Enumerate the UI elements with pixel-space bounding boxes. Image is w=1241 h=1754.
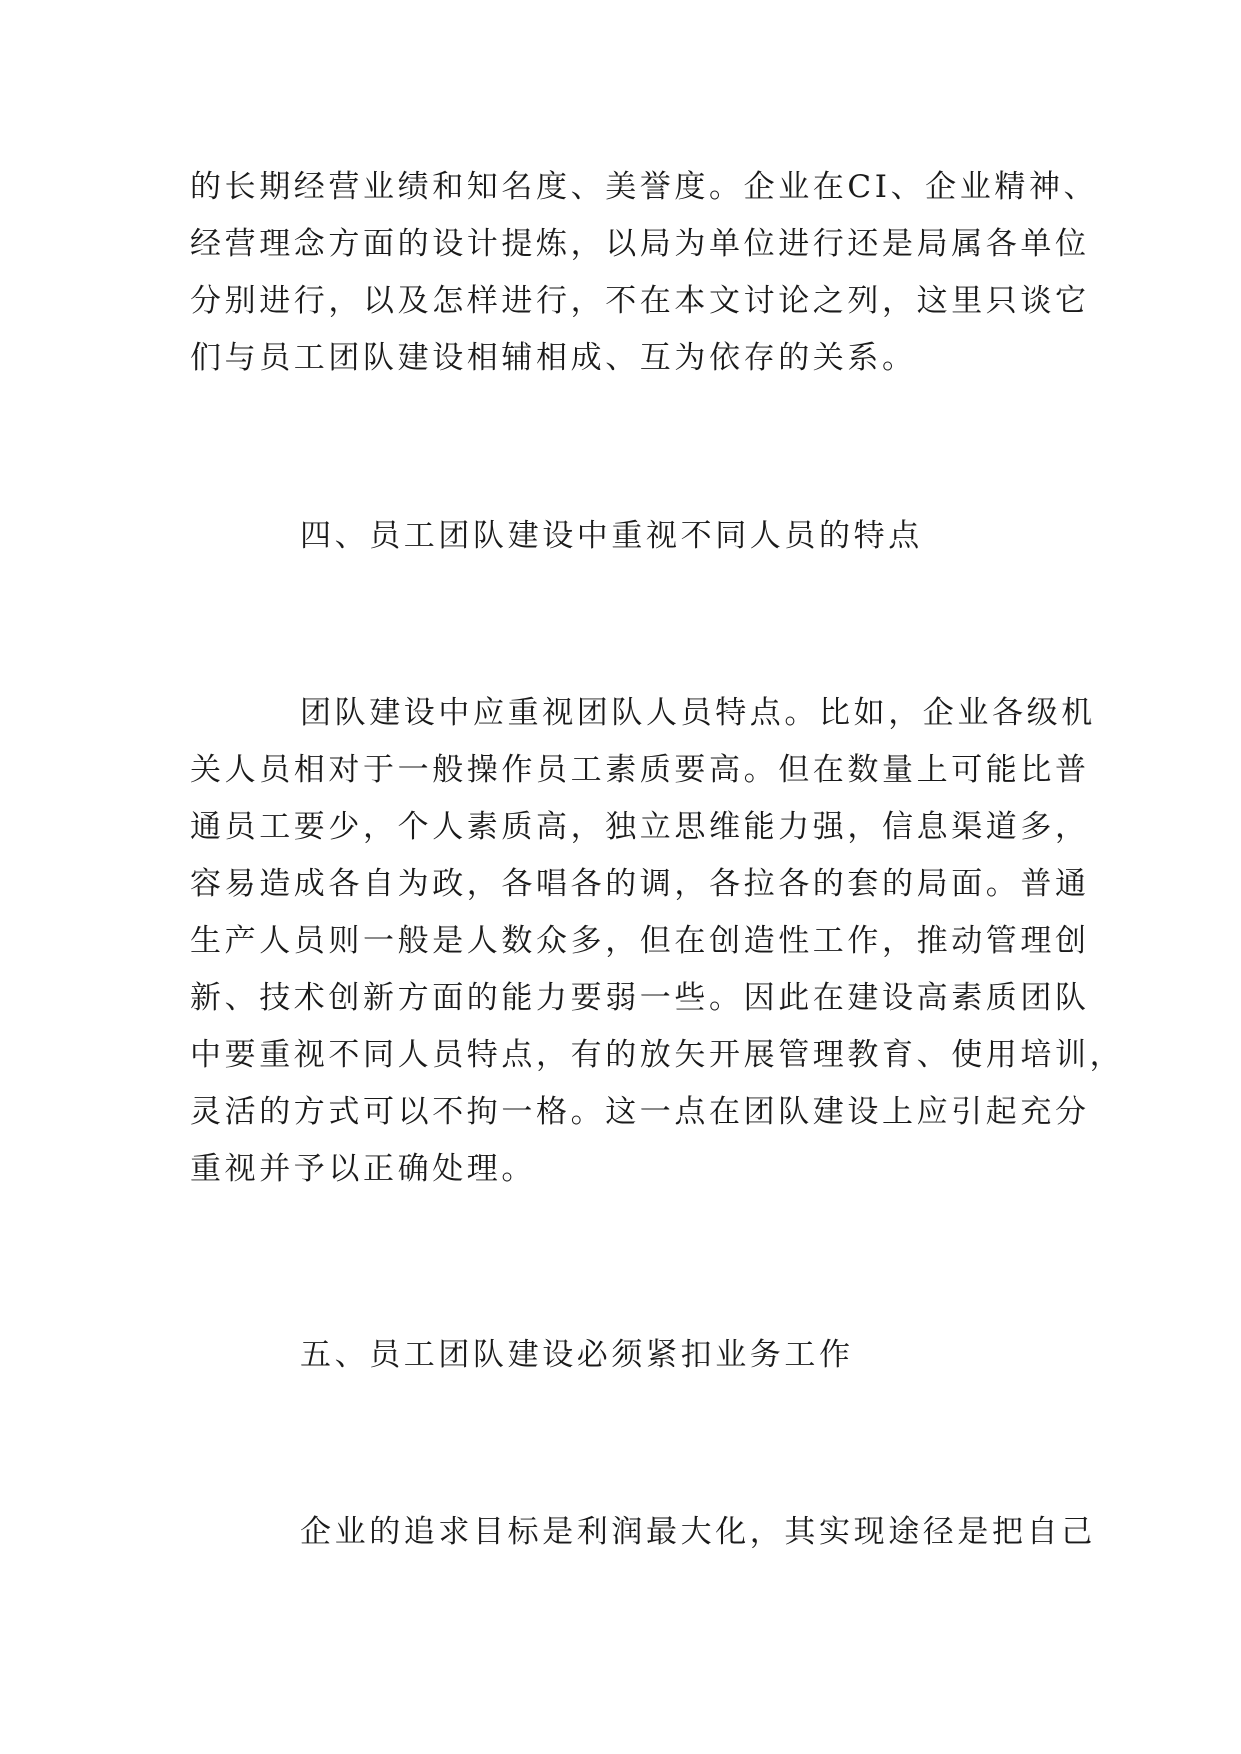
section-heading-text: 四、员工团队建设中重视不同人员的特点 [300,518,923,554]
paragraph-line: 团队建设中应重视团队人员特点。比如，企业各级机 [300,695,1096,731]
paragraph-line: 中要重视不同人员特点，有的放矢开展管理教育、使用培训， [190,1037,1125,1073]
paragraph-line: 灵活的方式可以不拘一格。这一点在团队建设上应引起充分 [190,1094,1090,1130]
body-paragraph [190,685,1125,1198]
paragraph-line: 通员工要少，个人素质高，独立思维能力强，信息渠道多， [190,809,1090,845]
paragraph-line: 容易造成各自为政，各唱各的调，各拉各的套的局面。普通 [190,866,1090,902]
paragraph-line: 经营理念方面的设计提炼，以局为单位进行还是局属各单位 [190,226,1090,262]
paragraph-line: 重视并予以正确处理。 [190,1151,536,1187]
paragraph-line: 的长期经营业绩和知名度、美誉度。企业在CI、企业精神、 [190,169,1099,205]
body-paragraph [190,1504,1096,1561]
paragraph-line: 们与员工团队建设相辅相成、互为依存的关系。 [190,340,917,376]
section-heading-five [190,1327,1062,1384]
section-heading-four [190,508,1062,565]
paragraph-line: 关人员相对于一般操作员工素质要高。但在数量上可能比普 [190,752,1090,788]
paragraph-line: 新、技术创新方面的能力要弱一些。因此在建设高素质团队 [190,980,1090,1016]
paragraph-line: 生产人员则一般是人数众多，但在创造性工作，推动管理创 [190,923,1090,959]
body-paragraph [190,159,1099,387]
section-heading-text: 五、员工团队建设必须紧扣业务工作 [300,1337,854,1373]
paragraph-line: 分别进行，以及怎样进行，不在本文讨论之列，这里只谈它 [190,283,1090,319]
paragraph-line: 企业的追求目标是利润最大化，其实现途径是把自己 [300,1514,1096,1550]
